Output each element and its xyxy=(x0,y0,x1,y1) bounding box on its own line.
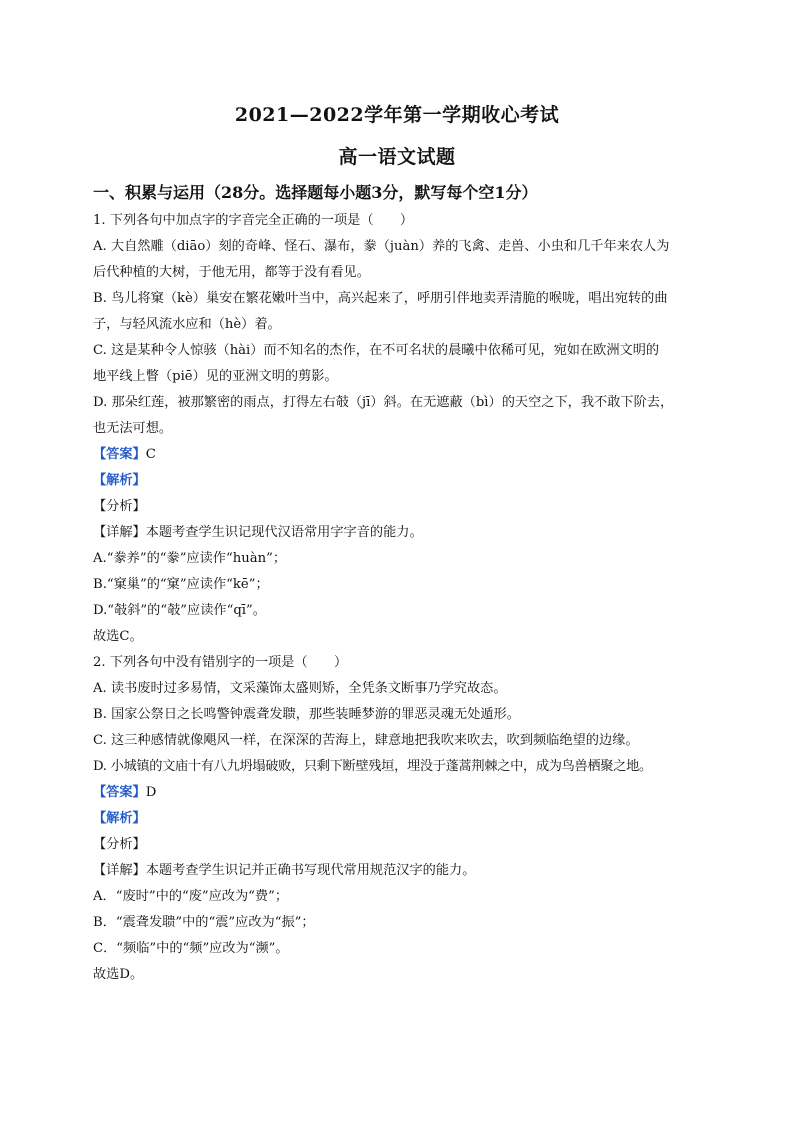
q1-option-d-line1: D. 那朵红莲，被那繁密的雨点，打得左右攲（jī）斜。在无遮蔽（bì）的天空之下，我不敢下阶去， xyxy=(93,395,674,410)
q1-fenxi: 【分析】 xyxy=(93,499,146,514)
detail-tag: 【详解】 xyxy=(93,525,146,540)
q2-stem: 2. 下列各句中没有错别字的一项是（ ） xyxy=(93,655,348,670)
q2-explanation-1: A．“废时”中的“废”应改为“费”； xyxy=(93,889,289,904)
answer-tag: 【答案】 xyxy=(93,447,146,462)
answer-value: C xyxy=(145,447,156,462)
q1-stem: 1. 下列各句中加点字的字音完全正确的一项是（ ） xyxy=(93,213,414,228)
detail-text: 本题考查学生识记现代汉语常用字字音的能力。 xyxy=(145,525,423,540)
q2-fenxi: 【分析】 xyxy=(93,837,146,852)
q2-option-a: A. 读书废时过多易情，文采藻饰太盛则矫，全凭条文断事乃学究故态。 xyxy=(93,681,507,696)
q1-conclusion: 故选C。 xyxy=(93,629,143,644)
answer-value: D xyxy=(145,785,157,800)
q1-option-a-line2: 后代种植的大树，于他无用，都等于没有看见。 xyxy=(93,265,370,280)
section-heading: 一、积累与运用（28分。选择题每小题3分，默写每个空1分） xyxy=(93,183,538,202)
q1-option-b-line2: 子，与轻风流水应和（hè）着。 xyxy=(93,317,281,332)
exam-subtitle: 高一语文试题 xyxy=(338,146,456,168)
q1-explanation-3: D.“攲斜”的“攲”应读作“qī”。 xyxy=(93,603,266,618)
answer-tag: 【答案】 xyxy=(93,785,146,800)
q1-explanation-1: A.“豢养”的“豢”应读作“huàn”； xyxy=(93,551,287,566)
q2-answer xyxy=(93,780,705,806)
q2-conclusion: 故选D。 xyxy=(93,967,144,982)
q1-answer xyxy=(93,442,705,468)
q2-detail xyxy=(93,858,705,884)
q1-detail xyxy=(93,520,705,546)
q1-analysis xyxy=(93,468,705,494)
q2-option-b: B. 国家公祭日之长鸣警钟震聋发聩，那些装睡梦游的罪恶灵魂无处遁形。 xyxy=(93,707,520,722)
q2-explanation-2: B．“震聋发聩”中的“震”应改为“振”； xyxy=(93,915,315,930)
detail-text: 本题考查学生识记并正确书写现代常用规范汉字的能力。 xyxy=(145,863,476,878)
q2-analysis xyxy=(93,806,705,832)
q2-explanation-3: C．“频临”中的“频”应改为“濒”。 xyxy=(93,941,289,956)
analysis-tag: 【解析】 xyxy=(93,473,146,488)
q1-option-c-line2: 地平线上瞥（piē）见的亚洲文明的剪影。 xyxy=(93,369,338,384)
analysis-tag: 【解析】 xyxy=(93,811,146,826)
q1-option-d-line2: 也无法可想。 xyxy=(93,421,173,436)
q1-explanation-2: B.“窠巢”的“窠”应读作“kē”； xyxy=(93,577,269,592)
detail-tag: 【详解】 xyxy=(93,863,146,878)
exam-title: 2021—2022学年第一学期收心考试 xyxy=(234,104,560,126)
q2-option-c: C. 这三种感情就像飓风一样，在深深的苦海上，肆意地把我吹来吹去，吹到频临绝望的边缘。 xyxy=(93,733,639,748)
question-body xyxy=(93,208,705,988)
q2-option-d: D. 小城镇的文庙十有八九坍塌破败，只剩下断壁残垣，埋没于蓬蒿荆棘之中，成为鸟兽栖聚之地。 xyxy=(93,759,652,774)
q1-option-a-line1: A. 大自然雕（diāo）刻的奇峰、怪石、瀑布，豢（juàn）养的飞禽、走兽、小虫和几千年来农人为 xyxy=(93,239,670,254)
q1-option-c-line1: C. 这是某种令人惊骇（hài）而不知名的杰作，在不可名状的晨曦中依稀可见，宛如在欧洲文明的 xyxy=(93,343,660,358)
q1-option-b-line1: B. 鸟儿将窠（kè）巢安在繁花嫩叶当中，高兴起来了，呼朋引伴地卖弄清脆的喉咙，唱出宛转的曲 xyxy=(93,291,668,306)
